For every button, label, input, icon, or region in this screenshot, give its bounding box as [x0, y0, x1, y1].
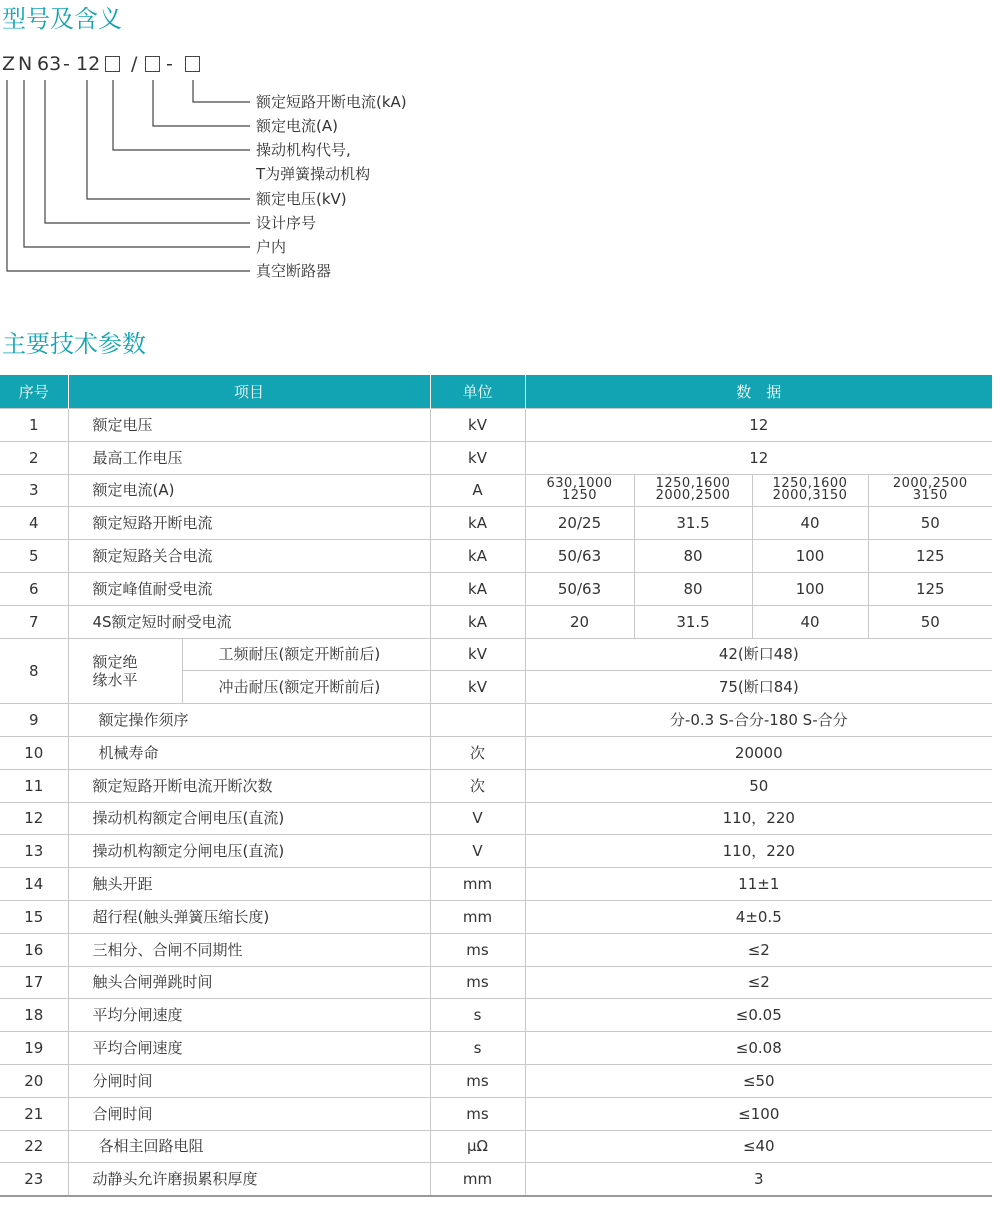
- meaning-rated-current: 额定电流(A): [256, 117, 338, 135]
- code-n: N: [18, 53, 33, 75]
- cell-value: ≤50: [525, 1064, 992, 1097]
- cell-item: 触头开距: [68, 868, 430, 901]
- cell-value: 12: [525, 441, 992, 474]
- cell-item: 动静头允许磨损累积厚度: [68, 1163, 430, 1196]
- cell-value: 50: [868, 507, 992, 540]
- meaning-indoor: 户内: [256, 238, 287, 256]
- table-row: [0, 507, 992, 540]
- cell-item: 平均分闸速度: [68, 999, 430, 1032]
- header-unit: 单位: [430, 375, 525, 409]
- cell-value: 110，220: [525, 802, 992, 835]
- table-row: [0, 1064, 992, 1097]
- cell-unit: ms: [430, 933, 525, 966]
- table-row: [0, 1130, 992, 1163]
- table-row: [0, 1163, 992, 1196]
- cell-unit: V: [430, 802, 525, 835]
- cell-value: 2000,2500 3150: [868, 474, 992, 507]
- table-row: [0, 441, 992, 474]
- table-row: [0, 769, 992, 802]
- cell-item: 操动机构额定合闸电压(直流): [68, 802, 430, 835]
- cell-unit: ms: [430, 966, 525, 999]
- cell-item: 额定短路开断电流开断次数: [68, 769, 430, 802]
- cell-no: 4: [0, 507, 68, 540]
- cell-no: 14: [0, 868, 68, 901]
- cell-item: 各相主回路电阻: [68, 1130, 430, 1163]
- meaning-rated-voltage: 额定电压(kV): [256, 190, 347, 208]
- cell-value: 分-0.3 S-合分-180 S-合分: [525, 704, 992, 737]
- cell-item: 额定短路关合电流: [68, 540, 430, 573]
- cell-no: 15: [0, 900, 68, 933]
- cell-no: 8: [0, 638, 68, 704]
- meaning-vacuum-breaker: 真空断路器: [256, 262, 332, 280]
- header-item: 项目: [68, 375, 430, 409]
- cell-unit: s: [430, 1032, 525, 1065]
- cell-value: 42(断口48): [525, 638, 992, 671]
- spec-table: [0, 375, 992, 1197]
- table-row: [0, 933, 992, 966]
- cell-no: 23: [0, 1163, 68, 1196]
- cell-item: 额定电流(A): [68, 474, 430, 507]
- cell-unit: ms: [430, 1097, 525, 1130]
- cell-unit: 次: [430, 736, 525, 769]
- cell-item: 4S额定短时耐受电流: [68, 605, 430, 638]
- cell-value: 31.5: [634, 507, 752, 540]
- cell-unit: A: [430, 474, 525, 507]
- cell-item: 额定峰值耐受电流: [68, 572, 430, 605]
- cell-unit: kV: [430, 638, 525, 671]
- cell-value: 20: [525, 605, 634, 638]
- cell-value: ≤2: [525, 966, 992, 999]
- cell-value: 80: [634, 572, 752, 605]
- cell-value: 125: [868, 572, 992, 605]
- cell-value: 1250,1600 2000,3150: [752, 474, 868, 507]
- cell-unit: V: [430, 835, 525, 868]
- cell-item: 额定短路开断电流: [68, 507, 430, 540]
- cell-no: 18: [0, 999, 68, 1032]
- cell-value: 31.5: [634, 605, 752, 638]
- cell-value: 12: [525, 409, 992, 442]
- table-row: [0, 868, 992, 901]
- code-leader-lines: [0, 0, 1000, 300]
- cell-item: 合闸时间: [68, 1097, 430, 1130]
- cell-no: 19: [0, 1032, 68, 1065]
- code-63: 63: [37, 53, 62, 75]
- cell-no: 11: [0, 769, 68, 802]
- cell-item: 分闸时间: [68, 1064, 430, 1097]
- cell-value: ≤100: [525, 1097, 992, 1130]
- cell-unit: mm: [430, 1163, 525, 1196]
- cell-value: 50/63: [525, 540, 634, 573]
- cell-value: 100: [752, 572, 868, 605]
- cell-value: 1250,1600 2000,2500: [634, 474, 752, 507]
- cell-no: 13: [0, 835, 68, 868]
- cell-item: 平均合闸速度: [68, 1032, 430, 1065]
- cell-no: 20: [0, 1064, 68, 1097]
- cell-unit: kA: [430, 540, 525, 573]
- cell-unit: kV: [430, 441, 525, 474]
- cell-item: 工频耐压(额定开断前后): [182, 638, 430, 671]
- table-row: [0, 736, 992, 769]
- cell-value: 630,1000 1250: [525, 474, 634, 507]
- cell-no: 6: [0, 572, 68, 605]
- table-row: [0, 409, 992, 442]
- cell-value: 100: [752, 540, 868, 573]
- table-row: [0, 835, 992, 868]
- cell-value: ≤2: [525, 933, 992, 966]
- code-slash: /: [131, 53, 138, 75]
- table-row: [0, 966, 992, 999]
- table-header-row: [0, 375, 992, 409]
- cell-item: 额定操作须序: [68, 704, 430, 737]
- table-row: [0, 540, 992, 573]
- cell-value: 3: [525, 1163, 992, 1196]
- cell-no: 22: [0, 1130, 68, 1163]
- cell-value: 40: [752, 507, 868, 540]
- code-z: Z: [2, 53, 16, 75]
- cell-no: 21: [0, 1097, 68, 1130]
- table-row: [0, 900, 992, 933]
- meaning-design-serial: 设计序号: [256, 214, 317, 232]
- cell-unit: kA: [430, 605, 525, 638]
- cell-item: 机械寿命: [68, 736, 430, 769]
- cell-value: 80: [634, 540, 752, 573]
- cell-unit: 次: [430, 769, 525, 802]
- cell-value: ≤0.08: [525, 1032, 992, 1065]
- cell-no: 7: [0, 605, 68, 638]
- table-row: [0, 474, 992, 507]
- cell-value: 4±0.5: [525, 900, 992, 933]
- cell-unit: kV: [430, 409, 525, 442]
- cell-value: 50/63: [525, 572, 634, 605]
- table-row: [0, 802, 992, 835]
- cell-item: 冲击耐压(额定开断前后): [182, 671, 430, 704]
- cell-no: 3: [0, 474, 68, 507]
- cell-no: 2: [0, 441, 68, 474]
- section-title-specs: 主要技术参数: [2, 330, 146, 358]
- meaning-breaking-current: 额定短路开断电流(kA): [256, 93, 407, 111]
- cell-item: 三相分、合闸不同期性: [68, 933, 430, 966]
- code-dash-1: -: [63, 53, 70, 75]
- cell-unit: [430, 704, 525, 737]
- cell-no: 5: [0, 540, 68, 573]
- table-row: [0, 605, 992, 638]
- meaning-spring-mechanism: T为弹簧操动机构: [256, 165, 371, 183]
- cell-no: 10: [0, 736, 68, 769]
- cell-item: 操动机构额定分闸电压(直流): [68, 835, 430, 868]
- cell-value: 40: [752, 605, 868, 638]
- cell-value: 75(断口84): [525, 671, 992, 704]
- cell-group: 额定绝 缘水平: [68, 638, 182, 704]
- cell-unit: kV: [430, 671, 525, 704]
- header-data: 数 据: [525, 375, 992, 409]
- cell-no: 1: [0, 409, 68, 442]
- code-dash-2: -: [166, 53, 173, 75]
- cell-no: 9: [0, 704, 68, 737]
- code-12: 12: [76, 53, 101, 75]
- cell-value: ≤40: [525, 1130, 992, 1163]
- cell-value: 20/25: [525, 507, 634, 540]
- header-no: 序号: [0, 375, 68, 409]
- cell-value: 20000: [525, 736, 992, 769]
- cell-unit: μΩ: [430, 1130, 525, 1163]
- cell-no: 17: [0, 966, 68, 999]
- cell-value: 50: [868, 605, 992, 638]
- table-row: [0, 1097, 992, 1130]
- cell-unit: kA: [430, 507, 525, 540]
- cell-item: 超行程(触头弹簧压缩长度): [68, 900, 430, 933]
- table-row: [0, 572, 992, 605]
- meaning-mechanism-code: 操动机构代号,: [256, 141, 351, 159]
- cell-unit: mm: [430, 900, 525, 933]
- table-row: [0, 638, 992, 671]
- table-row: [0, 999, 992, 1032]
- cell-item: 额定电压: [68, 409, 430, 442]
- section-title-model: 型号及含义: [2, 5, 122, 33]
- cell-unit: mm: [430, 868, 525, 901]
- cell-value: 11±1: [525, 868, 992, 901]
- cell-no: 16: [0, 933, 68, 966]
- table-row: [0, 704, 992, 737]
- table-row: [0, 1032, 992, 1065]
- cell-unit: kA: [430, 572, 525, 605]
- cell-item: 触头合闸弹跳时间: [68, 966, 430, 999]
- cell-value: 50: [525, 769, 992, 802]
- cell-item: 最高工作电压: [68, 441, 430, 474]
- cell-no: 12: [0, 802, 68, 835]
- cell-unit: s: [430, 999, 525, 1032]
- cell-unit: ms: [430, 1064, 525, 1097]
- cell-value: 125: [868, 540, 992, 573]
- cell-value: ≤0.05: [525, 999, 992, 1032]
- cell-value: 110，220: [525, 835, 992, 868]
